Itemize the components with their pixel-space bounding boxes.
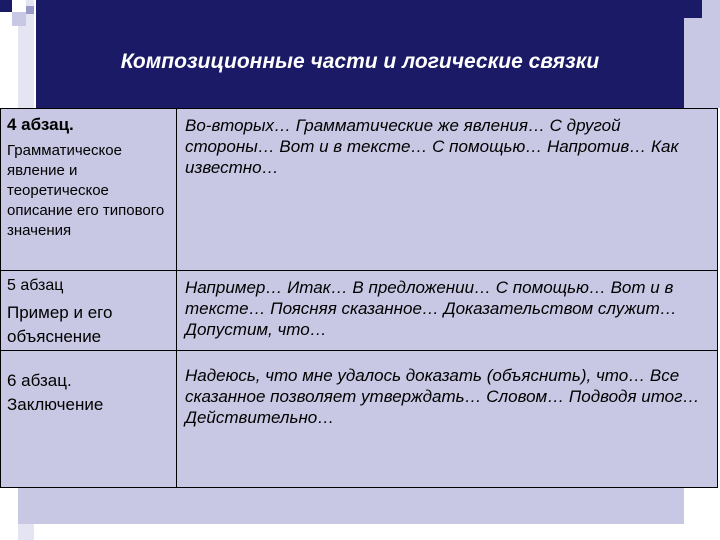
table-cell-label [1, 351, 177, 487]
paragraph-number: 5 абзац [7, 277, 64, 294]
table-cell-label [1, 271, 177, 351]
paragraph-description: Грамматическое явление и теоретическое описание его типового значения [7, 142, 165, 239]
paragraph-description: Пример и его объяснение [7, 303, 113, 346]
table-cell-text [177, 351, 717, 487]
paragraph-description: Заключение [7, 395, 104, 414]
slide-title: Композиционные части и логические связки [120, 50, 600, 73]
table-cell-text: Например… Итак… В предложении… С помощью… Вот и в тексте… Поясняя сказанное… Доказательством служит… Допустим, что… [177, 271, 717, 351]
paragraph-number: 6 абзац. [7, 371, 72, 390]
table-cell-text: Во-вторых… Грамматические же явления… С другой стороны… Вот и в тексте… С помощью… Напротив… Как известно… [177, 109, 717, 271]
connectives-text: Надеюсь, что мне удалось доказать (объяснить), что… Все сказанное позволяет утверждать… Словом… Подводя итог… Действительно… [185, 366, 700, 427]
paragraph-number: 4 абзац. [7, 115, 74, 134]
table-cell-label [1, 109, 177, 271]
content-table [0, 108, 718, 488]
decor-square [26, 6, 34, 14]
decor-square [12, 12, 26, 26]
decor-square [684, 0, 702, 18]
decor-square [0, 0, 12, 12]
decor-square [12, 0, 26, 12]
decor-block [18, 488, 684, 524]
